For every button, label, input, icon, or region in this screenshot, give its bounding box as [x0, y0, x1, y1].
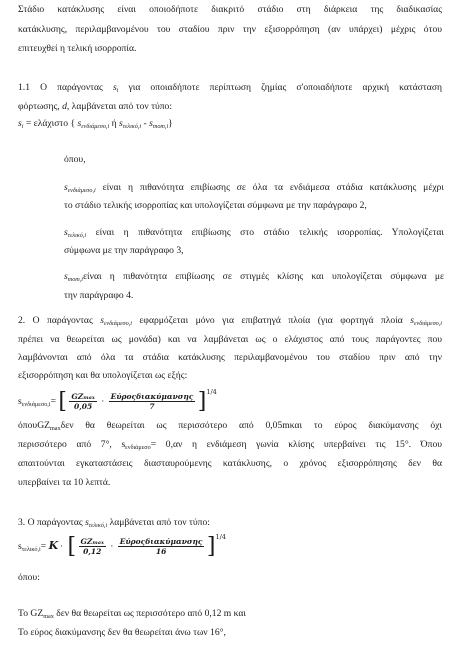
- sec2-fraction-range: $\frac{\text{Εύροςδιακύμανσης}}{7}$: [110, 392, 194, 412]
- sec3-line-1: 3. Ο παράγοντας $s_{\tau\varepsilon\lambda\iota\kappa ό,i}$ λαμβάνεται από τον τύπο:: [18, 517, 210, 529]
- sec2-para-line-4: υπερβαίνει τα 10 λεπτά.: [18, 477, 111, 488]
- sec3-note-1: Το $GZ_{max}$ δεν θα θεωρείται ως περισσότερο από 0,12 m και: [18, 608, 246, 620]
- sec2-para-line-2: περισσότερο από 7°, $s_{\varepsilon\nu\delta\iota ά\mu\varepsilon\sigma o}= 0,\alpha\nu$ η ενδιάμεση γωνία κλίσης υπερβαίνει τις 15°. Όπου: [18, 439, 443, 451]
- sec3-fraction-range: $\frac{\text{Εύροςδιακύμανσης}}{16}$: [119, 537, 203, 557]
- sec1-def3-line-1: $s_{mom,i}\varepsilon ί\nu\alpha\iota$ η πιθανότητα επιβίωσης σε στιγμές κλίσης και υπολογίζεται σύμφωνα με: [64, 271, 444, 283]
- sec1-line-2: φόρτωσης, d, λαμβάνεται από τον τύπο:: [18, 101, 172, 112]
- sec2-para-line-3: απαιτούνται εγκαταστάσεις διασταυρούμενης κατάκλυσης, ο χρόνος εξισορρόπησης δεν θα: [18, 458, 442, 469]
- sec2-line-3: λαμβάνονται από όλα τα στάδια κατάκλυσης περιλαμβανομένου του σταδίου πριν από την: [18, 352, 442, 363]
- sec2-formula: $s_{\varepsilon\nu\delta\iota ά\mu\varepsilon\sigma o,i}=$ [ $\frac{GZmax}{0,05}$ · $\frac{\text{Εύροςδιακύμανσης}}{7}$ ]$^{1/4}$: [18, 388, 217, 414]
- sec1-def3-line-2: την παράγραφο 4.: [64, 290, 134, 301]
- sec1-def1-line-2: το στάδιο τελικής ισορροπίας και υπολογίζεται σύμφωνα με την παράγραφο 2,: [64, 200, 367, 211]
- sec1-formula: $s_i = \varepsilon\lambda ά\chi\iota\sigma\tau o$ { $s_{\varepsilon\nu\delta\iota ά\mu\varepsilon\sigma o,i}$ ή $s_{\tau\varepsilon\lambda\iota\kappa ό,i} - s_{mom,i}$}: [18, 118, 173, 130]
- sec3-note-2: Το εύρος διακύμανσης δεν θα θεωρείται άνω των 16°,: [18, 627, 226, 638]
- sec2-para-line-1: όπουGZ$_{max}$δεν θα θεωρείται ως περισσότερο από 0,05mκαι το εύρος διακύμανσης όχι: [18, 420, 442, 432]
- intro-line-2: κατάκλυσης, περιλαμβανομένου του σταδίου πριν την εξισορρόπηση (αν υπάρχει) μέχρις ότου: [18, 24, 442, 35]
- sec2-line-4: εξισορρόπηση και θα υπολογίζεται ως εξής:: [18, 370, 188, 381]
- sec3-opou: όπου:: [18, 572, 40, 583]
- sec2-line-2: πρέπει να θεωρείται ως μονάδα) και να λαμβάνεται ως ο ελάχιστος από τους παράγοντες που: [18, 334, 442, 345]
- sec1-line-1: 1.1 Ο παράγοντας $s_i$ για οποιαδήποτε περίπτωση ζημίας σ'οποιαδήποτε αρχική κατάσταση: [18, 82, 443, 94]
- intro-line-1: Στάδιο κατάκλυσης είναι οποιοδήποτε διακριτό στάδιο στη διάρκεια της διαδικασίας: [18, 4, 442, 15]
- sec2-line-1: 2. Ο παράγοντας $s_{\varepsilon\nu\delta\iota ά\mu\varepsilon\sigma o,i}$ εφαρμόζεται μόνο για επιβατηγά πλοία (για φορτηγά πλοία $s_{\varepsilon\nu\delta\iota ά\mu\varepsilon\sigma o,i}$: [18, 315, 442, 327]
- intro-line-3: επιτευχθεί η τελική ισορροπία.: [18, 43, 137, 54]
- sec3-fraction-gz: $\frac{GZmax}{0,12}$: [80, 537, 104, 557]
- sec3-formula: $s_{\tau\varepsilon\lambda\iota\kappa ό,i}= K$ · [ $\frac{GZmax}{0,12}$ · $\frac{\text{Εύροςδιακύμανσης}}{16}$ ]$^{1/4}$: [18, 533, 226, 559]
- sec1-def2-line-1: $s_{\tau\varepsilon\lambda\iota\kappa ό,i}$ είναι η πιθανότητα επιβίωσης στο στάδιο τελικής ισορροπίας. Υπολογίζεται: [64, 227, 444, 239]
- sec2-fraction-gz: $\frac{GZmax}{0,05}$: [71, 392, 95, 412]
- sec1-def2-line-2: σύμφωνα με την παράγραφο 3,: [64, 245, 184, 256]
- sec1-def1-line-1: $s_{\varepsilon\nu\delta\iota ά\mu\varepsilon\sigma o,i}$ είναι η πιθανότητα επιβίωσης σε όλα τα ενδιάμεσα στάδια κατάκλυσης μέχρι: [64, 182, 444, 194]
- sec1-opou: όπου,: [64, 154, 86, 165]
